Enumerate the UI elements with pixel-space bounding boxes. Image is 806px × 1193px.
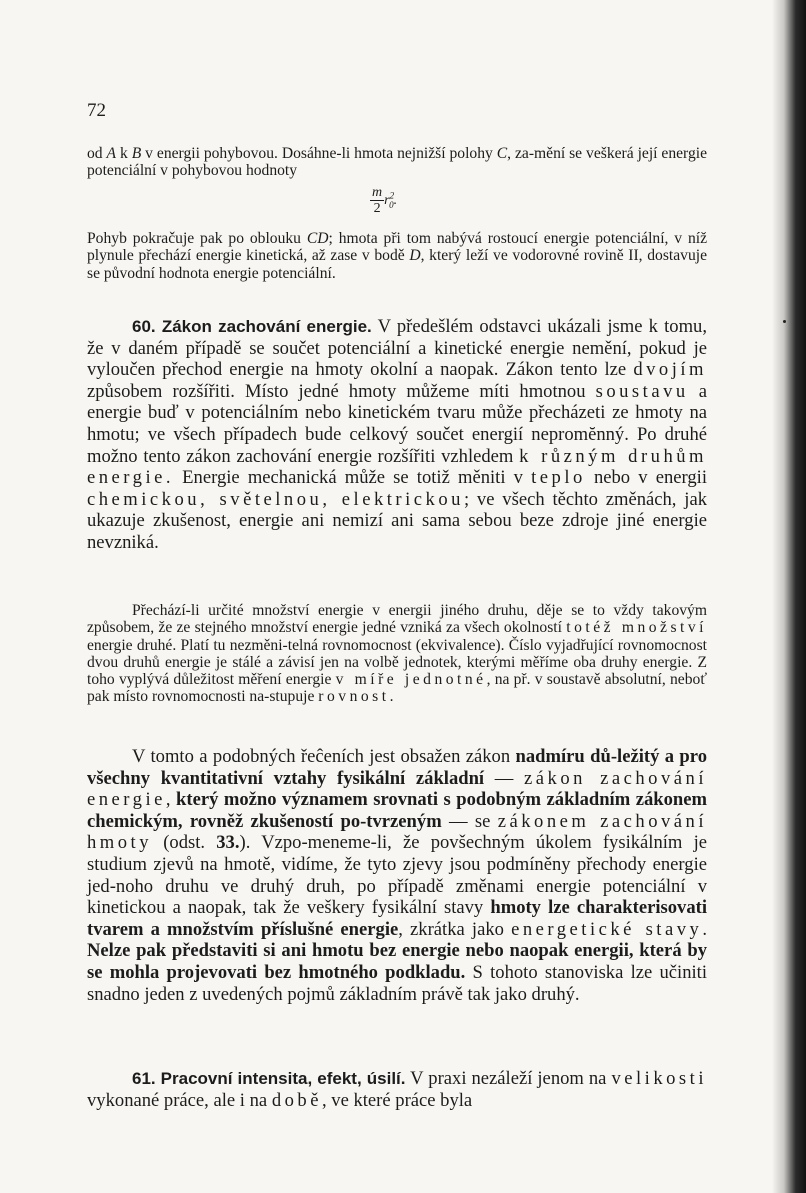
formula-velocity: $r^2_0$. [384,190,398,211]
formula-denominator: 2 [373,201,381,216]
page-number: 72 [87,100,106,121]
kinetic-energy-formula [370,185,397,216]
section-60: 60. Zákon zachování energie. V předešlém odstavci ukázali jsme k tomu, že v daném případě se součet potenciální a kinetické energie nemění, pokud je vyloučen přechod energie na hmoty okolní a naopak. Zákon tento lze dvojím způsobem rozšířiti. Místo jedné hmoty můžeme míti hmotnou soustavu a energie buď v potenciálním nebo kinetickém tvaru může přecházeti ze hmoty na hmotu; ve všech případech bude celkový součet energií nepromĕnný. Po druhé možno tento zákon zachování energie rozšířiti vzhledem k různým druhům energie. Energie mechanická může se totiž měniti v teplo nebo v energii chemickou, světelnou, elektrickou; ve všech těchto změnách, jak ukazuje zkušenost, energie ani nemizí ani sama sebou beze zdroje jiné energie nevzniká. [87,316,707,553]
paragraph-motion: Pohyb pokračuje pak po oblouku CD; hmota při tom nabývá rostoucí energie potenciální, v níž plynule přechází energie kinetická, až zase v bodě D, který leží ve vodorovné rovině II, dostavuje se původní hodnota energie potenciální. [87,230,708,282]
paragraph-note: Přechází-li určité množství energie v energii jiného druhu, děje se to vždy takovým způsobem, že ze stejného množství energie jedné vzniká za všech okolností totéž množství energie druhé. Platí tu nezměni-telná rovnomocnost (ekvivalence). Číslo vyjadřující rovnomocnost dvou druhů energie je stálé a závisí jen na volbě jednotek, kterými měříme oba druhy energie. Z toho vyplývá důležitost měření energie v míře jednotné, na př. v soustavě absolutní, neboť pak místo rovnomocnosti na-stupuje rovnost. [87,602,707,706]
section-61-number: 61. [132,1069,156,1088]
section-61: 61. Pracovní intensita, efekt, úsilí. V praxi nezáleží jenom na velikosti vykonané práce, ale i na době, ve které práce byla [87,1068,707,1111]
formula-numerator: m [372,185,383,200]
section-61-title: Pracovní intensita, efekt, úsilí. [160,1069,406,1088]
page-binding-shadow [772,0,806,1193]
section-60-title: Zákon zachování energie. [161,317,372,336]
margin-speck [783,320,786,323]
paragraph-intro: od A k B v energii pohybovou. Dosáhne-li hmota nejnižší polohy C, za-mění se veškerá její energie potenciální v pohybovou hodnoty [87,145,708,180]
paragraph-law: V tomto a podobných řeĉeních jest obsažen zákon nadmíru dů-ležitý a pro všechny kvantitativní vztahy fysikální základní — zákon zachování energie, který možno významem srovnati s podobným základním zákonem chemickým, rovněž zkušeností po-tvrzeným — se zákonem zachování hmoty (odst. 33.). Vzpo-meneme-li, že povšechným úkolem fysikálním je studium zjevů na hmotě, vidíme, že tyto zjevy jsou podmíněny přechody energie jed-noho druhu ve druhý druh, po případě změnami energie potenciální v kinetickou a naopak, tak že veškery fysikální stavy hmoty lze charakterisovati tvarem a množstvím příslušné energie, zkrátka jako energetické stavy. Nelze pak představiti si ani hmotu bez energie nebo naopak energii, která by se mohla projevovati bez hmotného podkladu. S tohoto stanoviska lze učiniti snadno jeden z uvedených pojmů základním právě tak jako druhý. [87,746,708,1005]
section-60-number: 60. [132,317,156,336]
